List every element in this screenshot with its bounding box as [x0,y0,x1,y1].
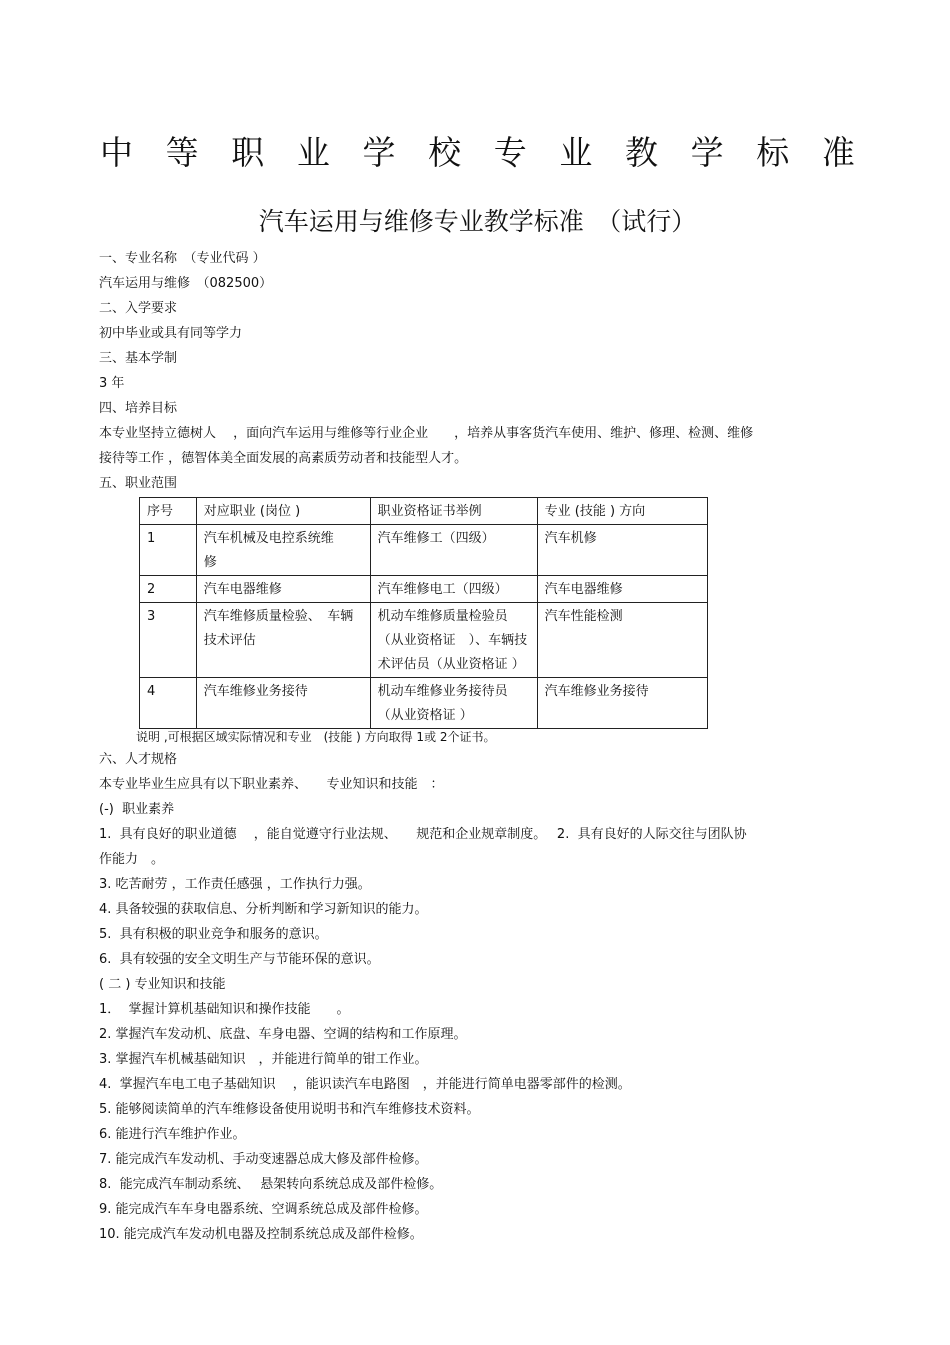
table-cell: 4 [140,678,197,729]
text-line: 六、人才规格 [99,752,178,767]
text-line: 5. 能够阅读简单的汽车维修设备使用说明书和汽车维修技术资料。 [99,1102,480,1117]
text-line: 6. 能进行汽车维护作业。 [99,1127,246,1142]
table-header-cell: 对应职业 (岗位 ) [196,498,370,525]
main-title-char: 职 [231,132,265,172]
text-line: 一、专业名称 （专业代码 ） [99,251,266,266]
main-title-char: 业 [296,132,330,172]
table-cell: 汽车维修工（四级） [370,525,537,576]
table-cell: 1 [140,525,197,576]
table-cell: 汽车维修业务接待 [537,678,707,729]
table-header-row [140,498,708,525]
table-row [140,678,708,729]
main-title-char: 学 [362,132,396,172]
table-cell: 3 [140,603,197,678]
career-range-table [139,497,708,729]
main-title-char: 校 [428,132,462,172]
table-header-cell: 专业 (技能 ) 方向 [537,498,707,525]
text-line: 3. 掌握汽车机械基础知识 ，并能进行简单的钳工作业。 [99,1052,428,1067]
text-line: 4. 掌握汽车电工电子基础知识 ，能识读汽车电路图 ，并能进行简单电器零部件的检测。 [99,1077,631,1092]
main-title-char: 教 [625,132,658,172]
text-line: 1． 掌握计算机基础知识和操作技能 。 [99,1002,350,1017]
text-line: 三、基本学制 [99,351,178,366]
text-line: 4. 具备较强的获取信息、分析判断和学习新知识的能力。 [99,902,428,917]
text-line: 9. 能完成汽车车身电器系统、空调系统总成及部件检修。 [99,1202,428,1217]
table-cell: 汽车电器维修 [196,576,370,603]
text-line: 本专业坚持立德树人 ，面向汽车运用与维修等行业企业 ，培养从事客货汽车使用、维护、修理、检测、维修 [99,426,754,441]
table-cell: 汽车维修业务接待 [196,678,370,729]
text-line: 3 年 [99,376,125,391]
sub-title: 汽车运用与维修专业教学标准 （试行） [258,207,697,236]
table-cell: 汽车性能检测 [537,603,707,678]
text-line: 二、入学要求 [99,301,178,316]
text-line: 1. 具有良好的职业道德 ，能自觉遵守行业法规、 规范和企业规章制度。 2. 具有良好的人际交往与团队协 [99,827,747,842]
main-title-char: 等 [165,132,199,172]
table-cell: 汽车电器维修 [537,576,707,603]
table-row [140,525,708,576]
table-cell: 汽车机械及电控系统维 修 [196,525,370,576]
main-title-char: 专 [493,132,527,172]
table-row [140,603,708,678]
table-header-cell: 序号 [140,498,197,525]
main-title-char: 准 [821,132,855,172]
table-cell: 机动车维修业务接待员 （从业资格证 ） [370,678,537,729]
main-title [100,122,855,178]
table-cell: 2 [140,576,197,603]
text-line: 7. 能完成汽车发动机、手动变速器总成大修及部件检修。 [99,1152,428,1167]
table-note: 说明 ,可根据区域实际情况和专业 (技能 ) 方向取得 1或 2个证书。 [136,730,496,744]
table-header-cell: 职业资格证书举例 [370,498,537,525]
text-line: 五、职业范围 [99,476,178,491]
table-row [140,576,708,603]
text-line: 作能力 。 [99,852,165,867]
table-cell: 汽车维修质量检验、 车辆 技术评估 [196,603,370,678]
table-cell: 机动车维修质量检验员 （从业资格证 ）、车辆技 术评估员（从业资格证 ） [370,603,537,678]
main-title-char: 标 [756,132,790,172]
text-line: ( 二 ) 专业知识和技能 [99,977,226,992]
text-line: 6. 具有较强的安全文明生产与节能环保的意识。 [99,952,380,967]
text-line: 四、培养目标 [99,401,178,416]
main-title-char: 中 [100,132,133,172]
text-line: 10. 能完成汽车发动机电器及控制系统总成及部件检修。 [99,1227,423,1242]
text-line: 初中毕业或具有同等学力 [99,326,243,341]
main-title-char: 学 [690,132,724,172]
text-line: 本专业毕业生应具有以下职业素养、 专业知识和技能 ： [99,777,444,792]
table-cell: 汽车维修电工（四级） [370,576,537,603]
text-line: 汽车运用与维修 （082500） [99,276,273,291]
main-title-char: 业 [559,132,593,172]
text-line: 3. 吃苦耐劳 ，工作责任感强 ，工作执行力强。 [99,877,371,892]
table-cell: 汽车机修 [537,525,707,576]
text-line: 8. 能完成汽车制动系统、 悬架转向系统总成及部件检修。 [99,1177,443,1192]
text-line: 2. 掌握汽车发动机、底盘、车身电器、空调的结构和工作原理。 [99,1027,467,1042]
text-line: 5. 具有积极的职业竞争和服务的意识。 [99,927,328,942]
text-line: (-) 职业素养 [99,802,175,817]
text-line: 接待等工作 ，德智体美全面发展的高素质劳动者和技能型人才。 [99,451,468,466]
